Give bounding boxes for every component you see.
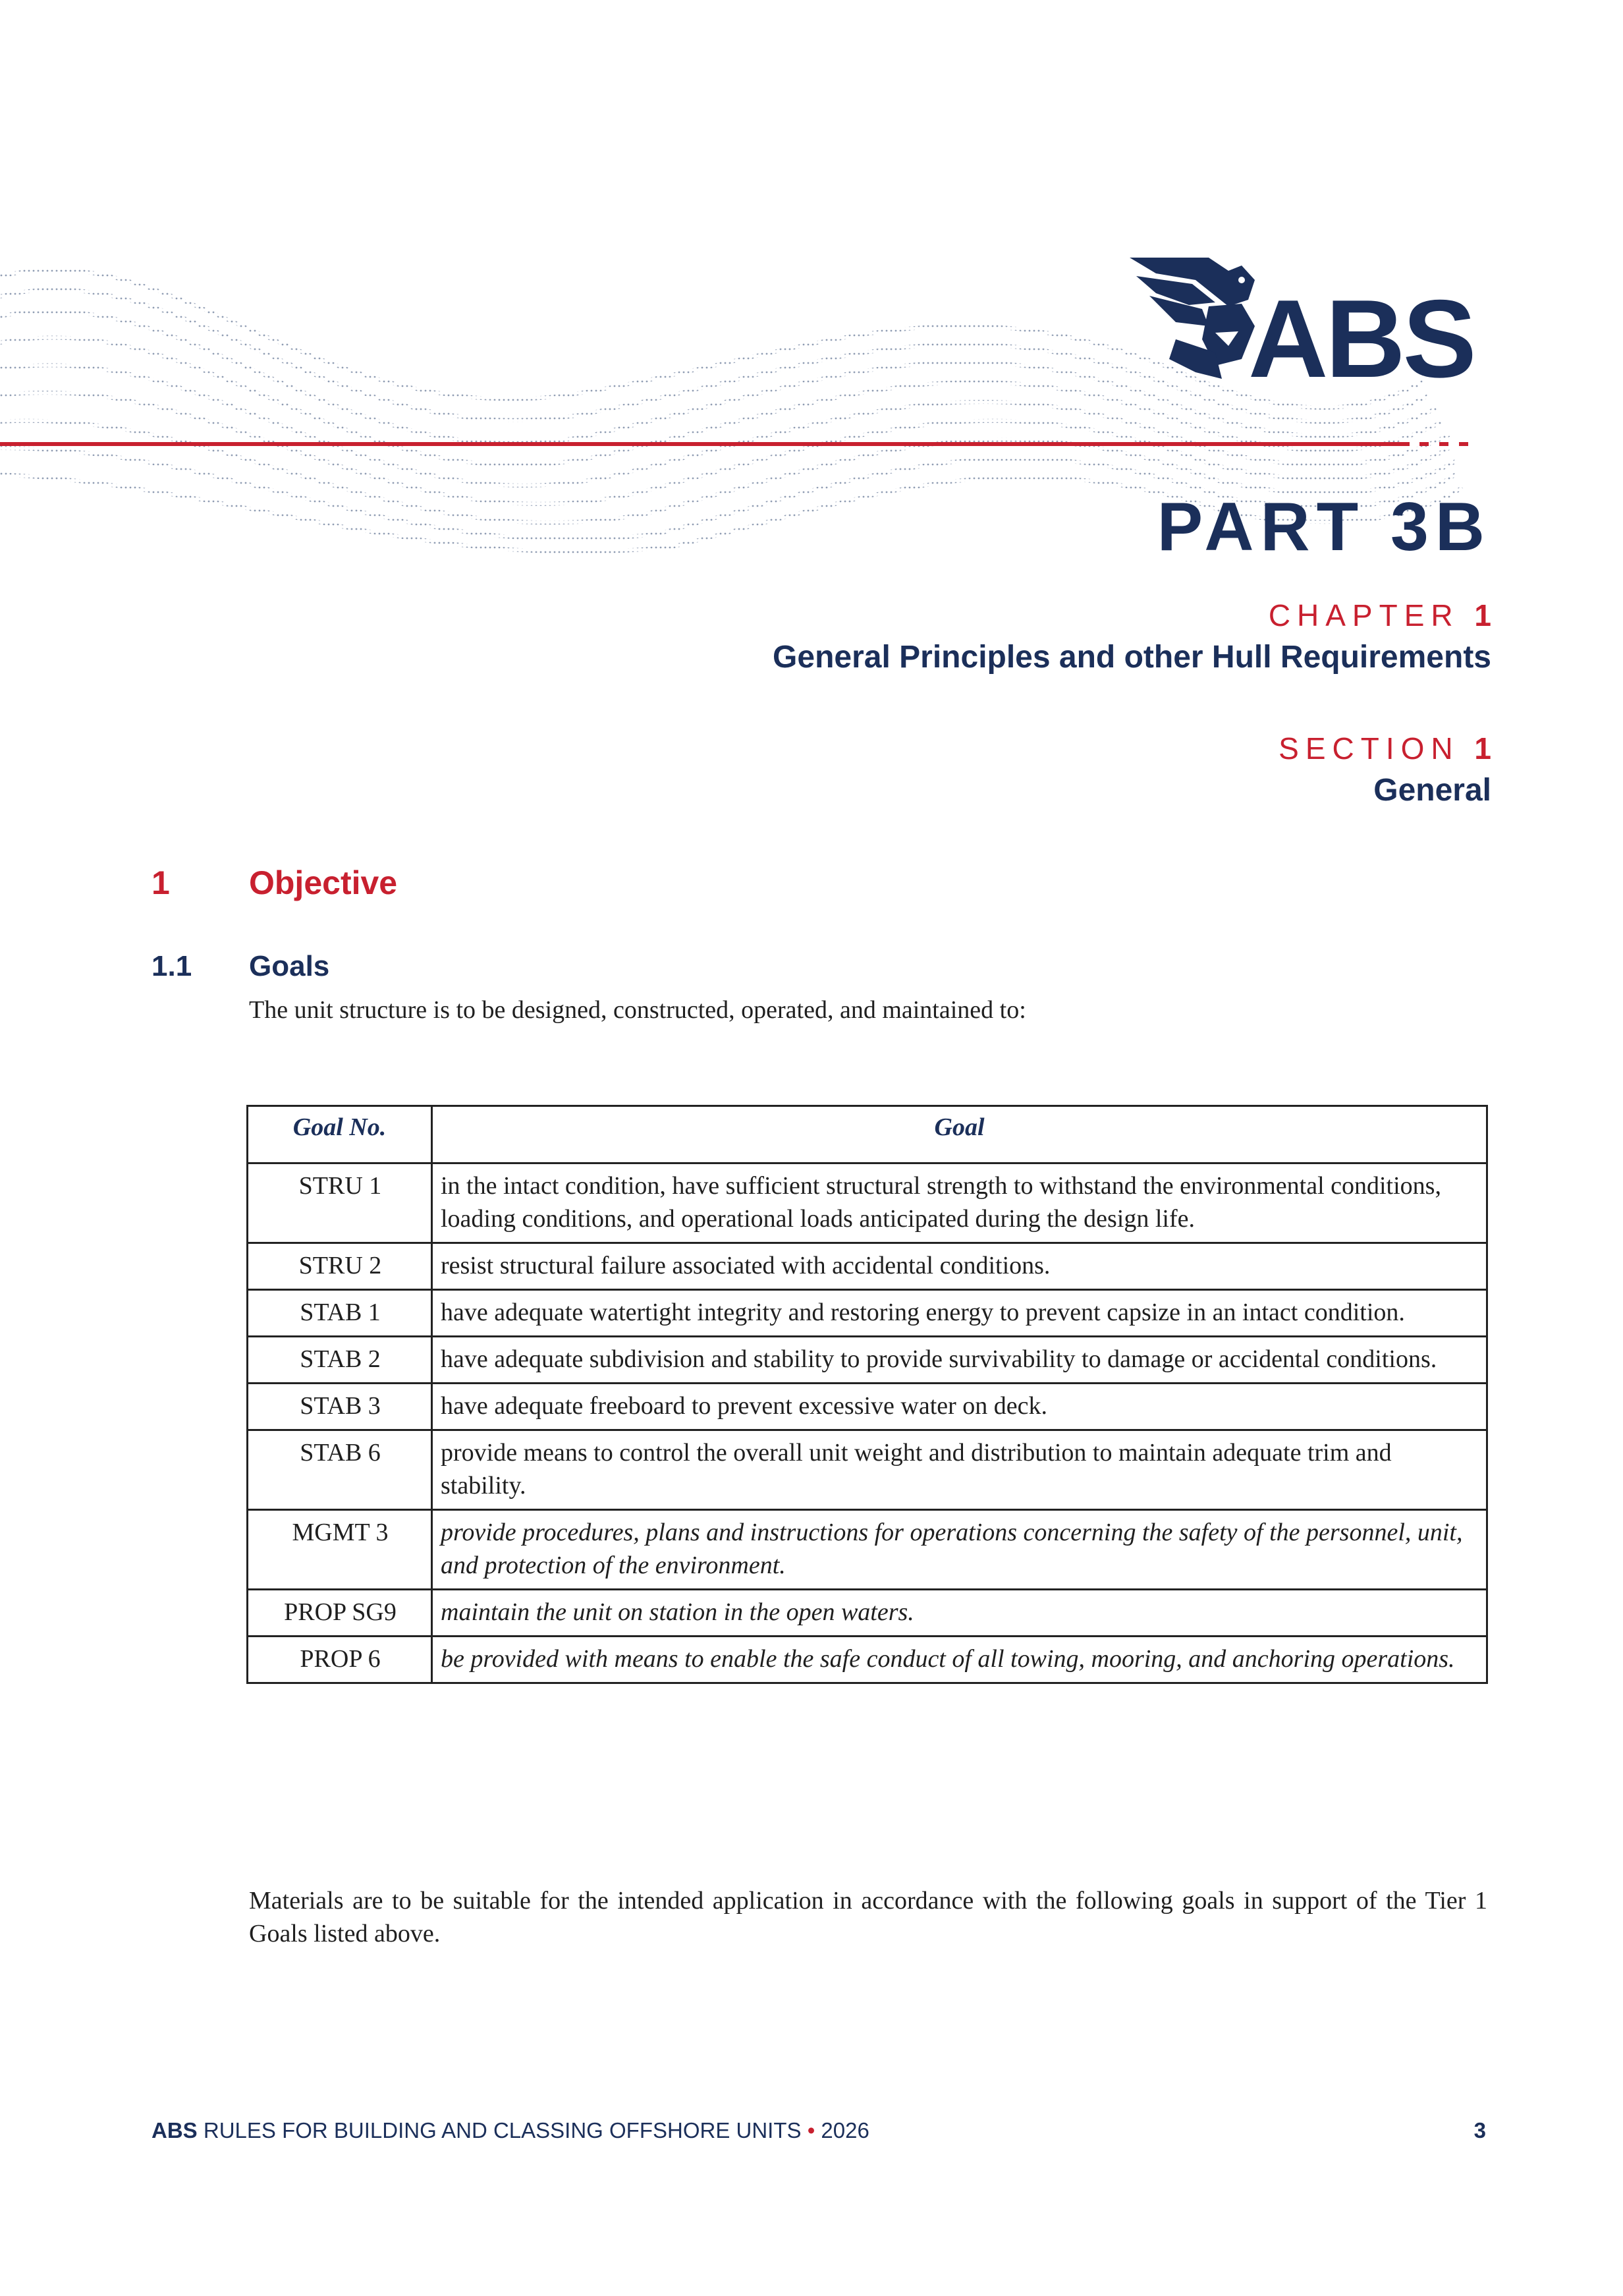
section-number: 1 [1474, 731, 1491, 766]
table-row [248, 1590, 1487, 1637]
footer-brand: ABS [151, 2118, 198, 2142]
chapter-label-text: CHAPTER [1268, 598, 1460, 632]
goal-no-cell: STAB 3 [248, 1384, 432, 1430]
table-row [248, 1337, 1487, 1384]
goals-table [246, 1105, 1488, 1684]
goal-no-cell: STAB 1 [248, 1290, 432, 1337]
intro-paragraph: The unit structure is to be designed, constructed, operated, and maintained to: [249, 996, 1026, 1024]
goal-cell: provide procedures, plans and instructions for operations concerning the safety of the personnel, unit, and protection of the environment. [432, 1510, 1487, 1590]
goal-cell: have adequate freeboard to prevent excessive water on deck. [432, 1384, 1487, 1430]
part-title: PART 3B [1157, 489, 1491, 565]
heading1-title: Objective [249, 864, 398, 901]
header-red-dashes [1419, 441, 1472, 447]
goal-cell: have adequate subdivision and stability to provide survivability to damage or accidental conditions. [432, 1337, 1487, 1384]
goal-cell: have adequate watertight integrity and restoring energy to prevent capsize in an intact condition. [432, 1290, 1487, 1337]
table-row [248, 1430, 1487, 1510]
goal-cell: provide means to control the overall unit weight and distribution to maintain adequate trim and stability. [432, 1430, 1487, 1510]
table-row [248, 1384, 1487, 1430]
goal-cell: resist structural failure associated with accidental conditions. [432, 1243, 1487, 1290]
goal-cell: be provided with means to enable the safe conduct of all towing, mooring, and anchoring operations. [432, 1637, 1487, 1683]
goal-no-header: Goal No. [248, 1106, 432, 1163]
heading1-number: 1 [151, 864, 170, 901]
table-row [248, 1290, 1487, 1337]
goal-cell: in the intact condition, have sufficient structural strength to withstand the environmental conditions, loading conditions, and operational loads anticipated during the design life. [432, 1163, 1487, 1243]
section-title: General [1373, 773, 1491, 808]
table-row [248, 1163, 1487, 1243]
page-footer [151, 2116, 869, 2145]
footer-year: 2026 [821, 2118, 869, 2142]
chapter-title: General Principles and other Hull Requirements [773, 640, 1491, 675]
goals-table-header-row [248, 1106, 1487, 1163]
goal-no-cell: MGMT 3 [248, 1510, 432, 1590]
heading2-title: Goals [249, 950, 330, 982]
goal-cell: maintain the unit on station in the open waters. [432, 1590, 1487, 1637]
footer-title: RULES FOR BUILDING AND CLASSING OFFSHORE UNITS [203, 2118, 802, 2142]
goal-no-cell: PROP SG9 [248, 1590, 432, 1637]
section-label [1279, 730, 1491, 767]
page-number: 3 [1473, 2118, 1486, 2142]
chapter-number: 1 [1474, 598, 1491, 632]
abs-logo-text: ABS [1248, 277, 1474, 401]
goal-no-cell: STRU 2 [248, 1243, 432, 1290]
table-row [248, 1637, 1487, 1683]
table-row [248, 1243, 1487, 1290]
heading2-number: 1.1 [151, 950, 192, 982]
closing-paragraph: Materials are to be suitable for the intended application in accordance with the following goals in support of the Tier 1 Goals listed above. [249, 1887, 1487, 1947]
table-row [248, 1510, 1487, 1590]
footer-separator: • [807, 2118, 815, 2142]
chapter-label [1269, 597, 1491, 634]
goal-no-cell: STRU 1 [248, 1163, 432, 1243]
header-red-rule [0, 442, 1410, 446]
goal-no-cell: STAB 2 [248, 1337, 432, 1384]
section-label-text: SECTION [1279, 731, 1460, 766]
goal-header: Goal [432, 1106, 1487, 1163]
goal-no-cell: PROP 6 [248, 1637, 432, 1683]
goal-no-cell: STAB 6 [248, 1430, 432, 1510]
